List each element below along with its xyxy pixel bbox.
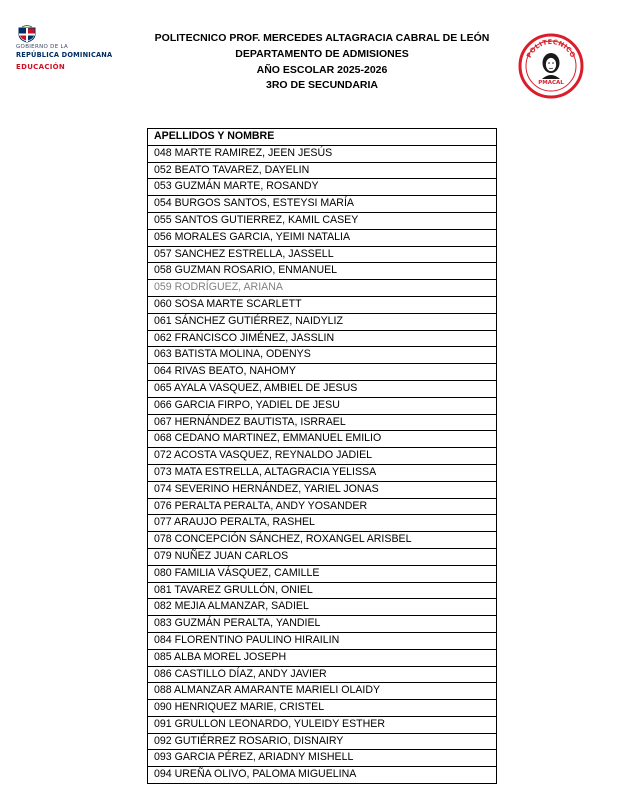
student-name-cell: 072 ACOSTA VASQUEZ, REYNALDO JADIEL <box>148 448 497 465</box>
student-name-cell: 080 FAMILIA VÁSQUEZ, CAMILLE <box>148 565 497 582</box>
table-row <box>148 632 497 649</box>
school-year: AÑO ESCOLAR 2025-2026 <box>256 63 388 76</box>
student-name-cell: 066 GARCIA FIRPO, YADIEL DE JESU <box>148 397 497 414</box>
table-row <box>148 767 497 784</box>
table-row <box>148 212 497 229</box>
department-name: DEPARTAMENTO DE ADMISIONES <box>235 47 409 60</box>
student-name-cell: 082 MEJIA ALMANZAR, SADIEL <box>148 599 497 616</box>
table-row <box>148 364 497 381</box>
student-name-cell: 052 BEATO TAVAREZ, DAYELIN <box>148 162 497 179</box>
student-name-cell: 085 ALBA MOREL JOSEPH <box>148 649 497 666</box>
table-row <box>148 733 497 750</box>
student-name-cell: 067 HERNÁNDEZ BAUTISTA, ISRRAEL <box>148 414 497 431</box>
student-name-cell: 088 ALMANZAR AMARANTE MARIELI OLAIDY <box>148 683 497 700</box>
table-row <box>148 548 497 565</box>
student-name-cell: 053 GUZMÁN MARTE, ROSANDY <box>148 179 497 196</box>
table-row <box>148 280 497 297</box>
table-row <box>148 296 497 313</box>
table-row <box>148 179 497 196</box>
table-row <box>148 582 497 599</box>
table-row <box>148 716 497 733</box>
student-name-cell: 091 GRULLON LEONARDO, YULEIDY ESTHER <box>148 716 497 733</box>
student-name-cell: 073 MATA ESTRELLA, ALTAGRACIA YELISSA <box>148 464 497 481</box>
table-row <box>148 448 497 465</box>
student-name-cell: 056 MORALES GARCIA, YEIMI NATALIA <box>148 229 497 246</box>
ministry-logo <box>16 25 118 75</box>
table-row <box>148 397 497 414</box>
table-row <box>148 750 497 767</box>
student-name-cell: 054 BURGOS SANTOS, ESTEYSI MARÍA <box>148 196 497 213</box>
student-name-cell: 083 GUZMÁN PERALTA, YANDIEL <box>148 616 497 633</box>
table-header-row <box>148 129 497 146</box>
logo-education-text: EDUCACIÓN <box>16 63 66 71</box>
student-name-cell: 084 FLORENTINO PAULINO HIRAILIN <box>148 632 497 649</box>
student-name-cell: 060 SOSA MARTE SCARLETT <box>148 296 497 313</box>
table-row <box>148 347 497 364</box>
table-row <box>148 196 497 213</box>
table-row <box>148 431 497 448</box>
student-roster-table <box>147 128 497 784</box>
table-row <box>148 616 497 633</box>
table-row <box>148 565 497 582</box>
grade-level: 3RO DE SECUNDARIA <box>265 79 378 92</box>
student-name-cell: 055 SANTOS GUTIERREZ, KAMIL CASEY <box>148 212 497 229</box>
seal-top-text: POLITECNICO <box>524 37 578 60</box>
table-row <box>148 145 497 162</box>
student-name-cell: 090 HENRIQUEZ MARIE, CRISTEL <box>148 700 497 717</box>
table-row <box>148 683 497 700</box>
logo-government-text: GOBIERNO DE LA <box>16 44 69 50</box>
table-body <box>148 145 497 783</box>
table-row <box>148 313 497 330</box>
table-row <box>148 263 497 280</box>
coat-of-arms-icon <box>16 25 38 43</box>
table-row <box>148 414 497 431</box>
table-row <box>148 498 497 515</box>
table-row <box>148 649 497 666</box>
student-name-cell: 068 CEDANO MARTINEZ, EMMANUEL EMILIO <box>148 431 497 448</box>
student-name-cell: 059 RODRÍGUEZ, ARIANA <box>148 280 497 297</box>
student-name-cell: 058 GUZMAN ROSARIO, ENMANUEL <box>148 263 497 280</box>
school-seal <box>518 33 584 99</box>
student-name-cell: 079 NUÑEZ JUAN CARLOS <box>148 548 497 565</box>
student-name-cell: 093 GARCIA PÉREZ, ARIADNY MISHELL <box>148 750 497 767</box>
column-header-name: APELLIDOS Y NOMBRE <box>148 129 497 146</box>
table-row <box>148 666 497 683</box>
table-row <box>148 599 497 616</box>
student-name-cell: 081 TAVAREZ GRULLÓN, ONIEL <box>148 582 497 599</box>
student-name-cell: 074 SEVERINO HERNÁNDEZ, YARIEL JONAS <box>148 481 497 498</box>
table-row <box>148 532 497 549</box>
table-row <box>148 464 497 481</box>
seal-bottom-text: PMACAL <box>538 80 564 86</box>
logo-republic-text: REPÚBLICA DOMINICANA <box>16 51 113 59</box>
student-name-cell: 094 UREÑA OLIVO, PALOMA MIGUELINA <box>148 767 497 784</box>
table-row <box>148 380 497 397</box>
student-name-cell: 064 RIVAS BEATO, NAHOMY <box>148 364 497 381</box>
student-name-cell: 076 PERALTA PERALTA, ANDY YOSANDER <box>148 498 497 515</box>
student-name-cell: 086 CASTILLO DÍAZ, ANDY JAVIER <box>148 666 497 683</box>
student-name-cell: 063 BATISTA MOLINA, ODENYS <box>148 347 497 364</box>
table-row <box>148 700 497 717</box>
table-row <box>148 330 497 347</box>
table-row <box>148 515 497 532</box>
document-header <box>150 31 494 94</box>
student-name-cell: 065 AYALA VASQUEZ, AMBIEL DE JESUS <box>148 380 497 397</box>
student-name-cell: 062 FRANCISCO JIMÉNEZ, JASSLIN <box>148 330 497 347</box>
student-name-cell: 078 CONCEPCIÓN SÁNCHEZ, ROXANGEL ARISBEL <box>148 532 497 549</box>
student-name-cell: 092 GUTIÉRREZ ROSARIO, DISNAIRY <box>148 733 497 750</box>
student-name-cell: 061 SÁNCHEZ GUTIÉRREZ, NAIDYLIZ <box>148 313 497 330</box>
student-name-cell: 057 SANCHEZ ESTRELLA, JASSELL <box>148 246 497 263</box>
table-row <box>148 246 497 263</box>
school-name: POLITECNICO PROF. MERCEDES ALTAGRACIA CABRAL DE LEÓN <box>154 32 490 44</box>
student-name-cell: 048 MARTE RAMIREZ, JEEN JESÚS <box>148 145 497 162</box>
table-row <box>148 481 497 498</box>
student-name-cell: 077 ARAUJO PERALTA, RASHEL <box>148 515 497 532</box>
table-row <box>148 229 497 246</box>
table-row <box>148 162 497 179</box>
